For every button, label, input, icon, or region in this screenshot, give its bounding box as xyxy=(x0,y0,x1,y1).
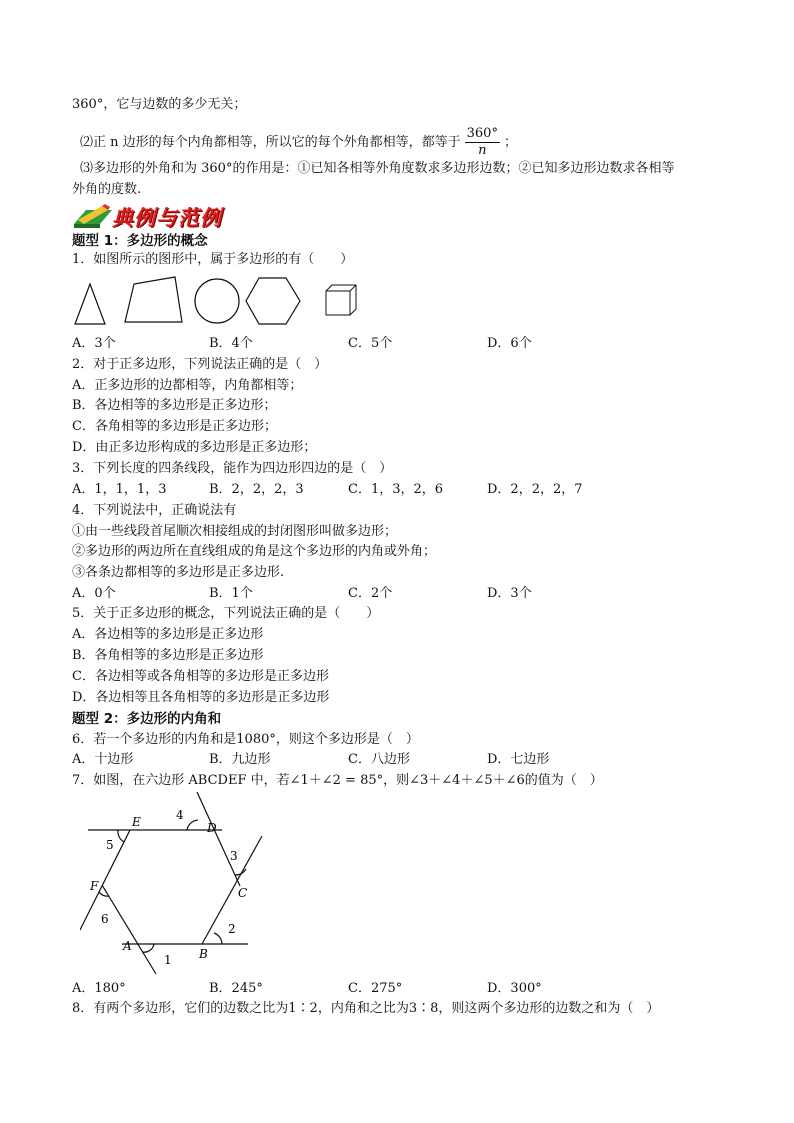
line-DC-extended xyxy=(197,792,240,886)
question-7-option-b[interactable]: B．245° xyxy=(209,981,263,996)
question-7-option-d[interactable]: D．300° xyxy=(487,981,542,996)
question-1-option-a[interactable]: A．3个 xyxy=(72,336,116,351)
line-AF-extended xyxy=(102,885,156,974)
angle-label-3: 3 xyxy=(230,849,238,863)
question-1-shapes xyxy=(72,274,372,334)
question-5-option-b[interactable]: B．各角相等的多边形是正多边形 xyxy=(72,648,264,663)
question-6-option-c[interactable]: C．八边形 xyxy=(348,752,410,767)
angle-label-5: 5 xyxy=(106,838,114,852)
question-4-item-1: ①由一些线段首尾顺次相接组成的封闭图形叫做多边形； xyxy=(72,524,398,539)
fraction-360-over-n xyxy=(465,126,500,159)
question-6-option-a[interactable]: A．十边形 xyxy=(72,752,134,767)
question-2-option-b[interactable]: B．各边相等的多边形是正多边形； xyxy=(72,398,277,413)
question-4-option-d[interactable]: D．3个 xyxy=(487,586,532,601)
vertex-label-a: A xyxy=(123,939,132,953)
question-2-option-c[interactable]: C．各角相等的多边形是正多边形； xyxy=(72,419,277,434)
question-4-option-c[interactable]: C．2个 xyxy=(348,586,393,601)
question-1-option-d[interactable]: D．6个 xyxy=(487,336,532,351)
fraction-numerator: 360° xyxy=(466,126,498,141)
question-3-option-a[interactable]: A．1，1，1，3 xyxy=(72,482,167,497)
question-2-stem: 2．对于正多边形，下列说法正确的是（ ） xyxy=(72,357,328,372)
question-6-option-b[interactable]: B．九边形 xyxy=(209,752,271,767)
circle-shape xyxy=(195,279,239,323)
intro-line-2-prefix: ⑵正 n 边形的每个内角都相等，所以它的每个外角都相等，都等于 xyxy=(80,135,461,150)
section-1-title: 题型 1：多边形的概念 xyxy=(72,233,208,249)
angle-label-6: 6 xyxy=(101,912,109,926)
angle-3-arc xyxy=(235,869,246,875)
triangle-shape xyxy=(75,284,105,324)
vertex-label-d: D xyxy=(207,821,217,835)
hexagon-shape xyxy=(246,278,300,324)
question-5-option-d[interactable]: D．各边相等且各角相等的多边形是正多边形 xyxy=(72,690,330,705)
angle-label-4: 4 xyxy=(176,808,184,822)
question-4-option-b[interactable]: B．1个 xyxy=(209,586,253,601)
question-3-stem: 3．下列长度的四条线段，能作为四边形四边的是（ ） xyxy=(72,461,393,476)
question-3-option-b[interactable]: B．2，2，2，3 xyxy=(209,482,304,497)
hexagon-figure xyxy=(80,792,280,982)
question-6-stem: 6．若一个多边形的内角和是1080°，则这个多边形是（ ） xyxy=(72,732,419,747)
angle-5-arc xyxy=(118,830,124,842)
intro-line-3: ⑶多边形的外角和为 360°的作用是：①已知各相等外角度数求多边形边数；②已知多边形边数求各相等 xyxy=(80,161,675,176)
question-7-option-c[interactable]: C．275° xyxy=(348,981,403,996)
question-6-option-d[interactable]: D．七边形 xyxy=(487,752,550,767)
question-2-option-a[interactable]: A．正多边形的边都相等，内角都相等； xyxy=(72,378,303,393)
angle-label-1: 1 xyxy=(164,953,172,967)
angle-1-arc xyxy=(142,944,154,952)
question-1-stem: 1．如图所示的图形中，属于多边形的有（ ） xyxy=(72,252,354,267)
pencil-book-icon xyxy=(72,202,114,230)
question-5-stem: 5．关于正多边形的概念，下列说法正确的是（ ） xyxy=(72,606,380,621)
vertex-label-b: B xyxy=(199,947,208,961)
quadrilateral-shape xyxy=(125,277,182,322)
question-1-option-b[interactable]: B．4个 xyxy=(209,336,253,351)
question-5-option-c[interactable]: C．各边相等或各角相等的多边形是正多边形 xyxy=(72,669,329,684)
question-4-item-3: ③各条边都相等的多边形是正多边形. xyxy=(72,565,285,580)
banner-title: 典例与范例 xyxy=(112,206,222,230)
question-8-stem: 8．有两个多边形，它们的边数之比为1∶2，内角和之比为3∶8，则这两个多边形的边数之和为（ ） xyxy=(72,1001,660,1016)
angle-4-arc xyxy=(187,820,198,830)
question-3-option-d[interactable]: D．2，2，2，7 xyxy=(487,482,583,497)
question-4-item-2: ②多边形的两边所在直线组成的角是这个多边形的内角或外角； xyxy=(72,544,437,559)
intro-line-2-suffix: ； xyxy=(503,135,517,150)
section-2-title: 题型 2：多边形的内角和 xyxy=(72,711,222,727)
question-2-option-d[interactable]: D．由正多边形构成的多边形是正多边形； xyxy=(72,440,317,455)
question-5-option-a[interactable]: A．各边相等的多边形是正多边形 xyxy=(72,627,264,642)
question-4-stem: 4．下列说法中，正确说法有 xyxy=(72,503,237,518)
question-4-option-a[interactable]: A．0个 xyxy=(72,586,116,601)
intro-line-4: 外角的度数. xyxy=(72,182,142,197)
vertex-label-c: C xyxy=(238,886,248,900)
intro-line-1: 360°，它与边数的多少无关； xyxy=(72,97,247,112)
question-1-option-c[interactable]: C．5个 xyxy=(348,336,393,351)
fraction-denominator: n xyxy=(478,143,487,158)
vertex-label-f: F xyxy=(90,879,99,893)
vertex-label-e: E xyxy=(132,815,141,829)
intro-line-2 xyxy=(80,126,517,159)
question-7-option-a[interactable]: A．180° xyxy=(72,981,126,996)
section-banner xyxy=(72,202,262,230)
angle-2-arc xyxy=(214,933,222,944)
question-3-option-c[interactable]: C．1，3，2，6 xyxy=(348,482,444,497)
question-7-stem: 7．如图，在六边形 ABCDEF 中，若∠1＋∠2 = 85°，则∠3＋∠4＋∠5＋∠6的值为（ ） xyxy=(72,773,603,788)
angle-label-2: 2 xyxy=(228,922,236,936)
cube-shape xyxy=(326,285,356,315)
